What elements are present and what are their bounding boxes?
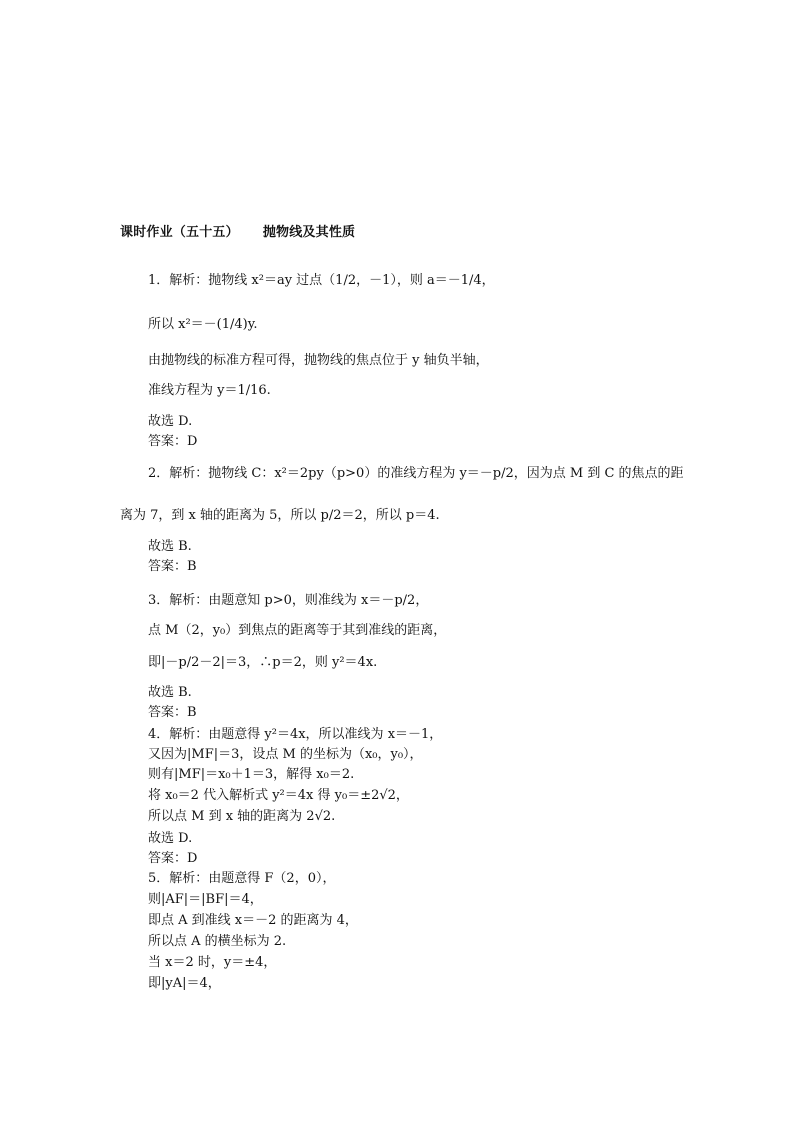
line-27: 当 x＝2 时，y＝±4， — [148, 955, 277, 970]
line-09: 故选 B. — [148, 539, 192, 554]
line-12: 点 M（2，y₀）到焦点的距离等于其到准线的距离， — [148, 623, 447, 638]
line-14: 故选 B. — [148, 685, 192, 700]
line-22: 答案：D — [148, 851, 198, 866]
line-17: 又因为|MF|＝3，设点 M 的坐标为（x₀，y₀）， — [148, 747, 423, 762]
line-05: 故选 D. — [148, 414, 193, 429]
line-20: 所以点 M 到 x 轴的距离为 2√2. — [148, 809, 336, 824]
title-part-2: 抛物线及其性质 — [262, 225, 356, 240]
line-28: 即|yA|＝4， — [148, 976, 221, 991]
line-18: 则有|MF|＝x₀＋1＝3，解得 x₀＝2. — [148, 767, 355, 782]
line-04: 准线方程为 y＝1/16. — [148, 383, 271, 398]
title-part-1: 课时作业（五十五） — [120, 225, 239, 240]
line-01: 1．解析：抛物线 x²＝ay 过点（1/2，－1），则 a＝－1/4， — [148, 273, 495, 288]
line-10: 答案：B — [148, 559, 197, 574]
line-07: 2．解析：抛物线 C：x²＝2py（p>0）的准线方程为 y＝－p/2，因为点 M 到 C 的焦点的距 — [148, 466, 684, 481]
page-title — [120, 221, 355, 240]
line-21: 故选 D. — [148, 831, 193, 846]
line-13: 即|－p/2－2|＝3，∴p＝2，则 y²＝4x. — [148, 655, 378, 670]
line-06: 答案：D — [148, 434, 198, 449]
line-19: 将 x₀＝2 代入解析式 y²＝4x 得 y₀＝±2√2， — [148, 788, 409, 803]
line-02: 所以 x²＝－(1/4)y. — [148, 317, 258, 332]
line-03: 由抛物线的标准方程可得，抛物线的焦点位于 y 轴负半轴， — [148, 353, 489, 368]
line-16: 4．解析：由题意得 y²＝4x，所以准线为 x＝－1， — [148, 727, 443, 742]
line-24: 则|AF|＝|BF|＝4， — [148, 892, 263, 907]
line-15: 答案：B — [148, 705, 197, 720]
line-11: 3．解析：由题意知 p>0，则准线为 x＝－p/2， — [148, 593, 429, 608]
line-25: 即点 A 到准线 x＝－2 的距离为 4， — [148, 913, 358, 928]
line-26: 所以点 A 的横坐标为 2. — [148, 934, 287, 949]
line-23: 5．解析：由题意得 F（2，0）， — [148, 871, 336, 886]
line-08: 离为 7，到 x 轴的距离为 5，所以 p/2＝2，所以 p＝4. — [120, 508, 440, 523]
